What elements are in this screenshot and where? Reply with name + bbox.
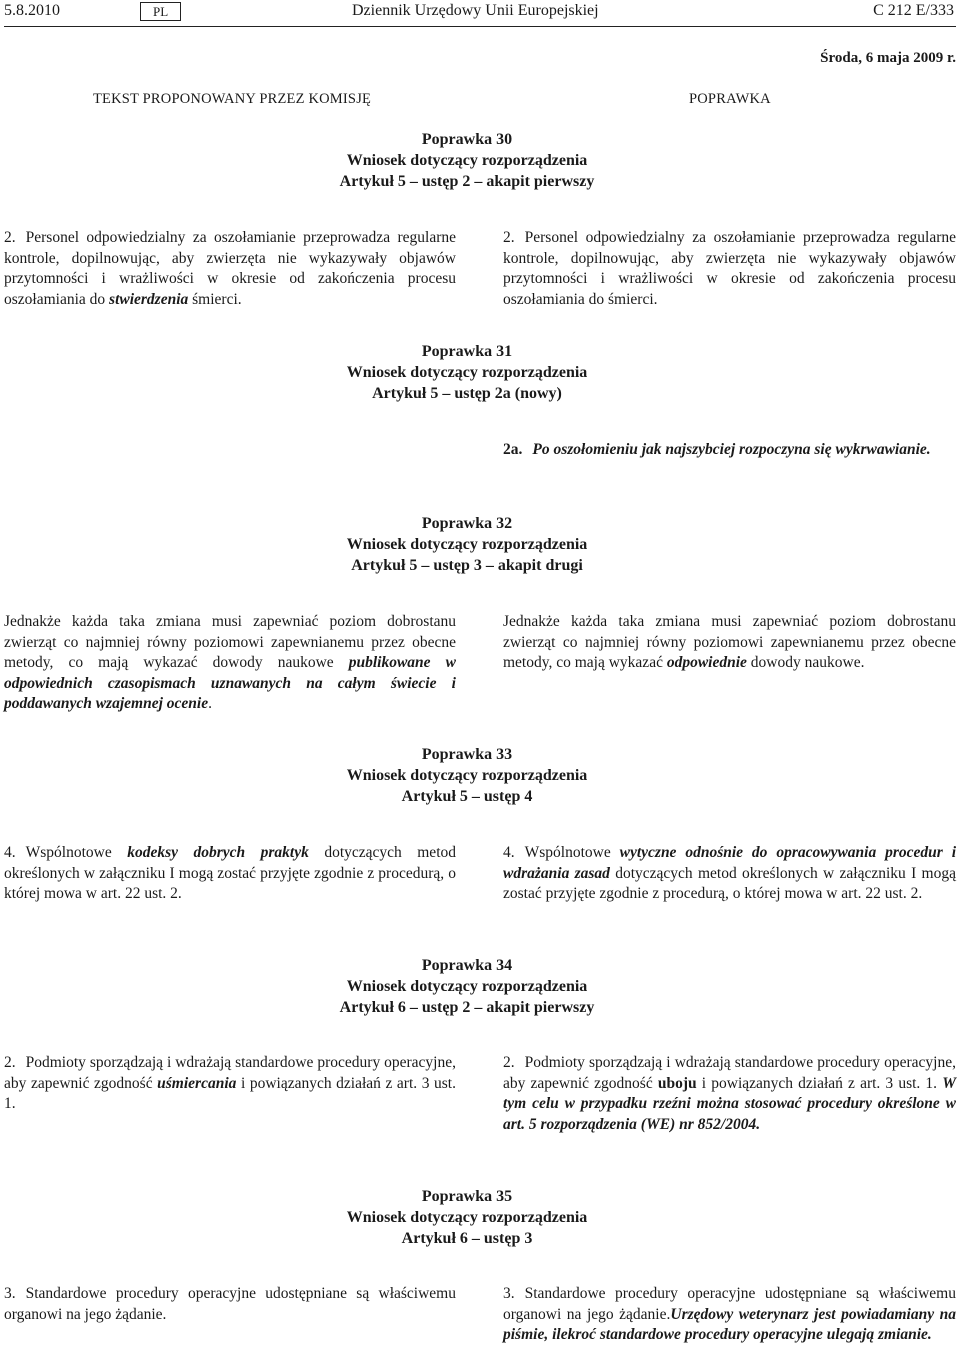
amendment-33-amended — [503, 843, 956, 905]
amendment-number: Poprawka 33 — [421, 746, 513, 763]
amendment-subject: Wniosek dotyczący rozporządzenia — [346, 536, 588, 553]
publication-date: 5.8.2010 — [4, 2, 60, 19]
language-badge: PL — [140, 2, 181, 21]
session-date: Środa, 6 maja 2009 r. — [820, 50, 956, 66]
text: Jednakże każda taka zmiana musi zapewniać poziom dobrostanu zwierząt co najmniej równy poziomowi zapewnianemu przez obecne metody, co mają wykazać dowody naukowe — [4, 613, 456, 671]
paragraph-number: 2a. — [503, 441, 523, 458]
emphasis: Urzędowy weterynarz jest powiadamiany na piśmie, ilekroć standardowe procedury operacyjne ulegają zmianie. — [503, 1305, 956, 1343]
amendment-33-heading — [0, 744, 934, 807]
amendment-article: Artykuł 5 – ustęp 4 — [401, 788, 533, 805]
amendment-31-amended — [503, 440, 956, 461]
text: dotyczących metod określonych w załączniku I mogą zostać przyjęte zgodnie z procedurą, o której mowa w art. 22 ust. 2. — [4, 844, 456, 902]
amendment-subject: Wniosek dotyczący rozporządzenia — [346, 767, 588, 784]
column-heading-commission: TEKST PROPONOWANY PRZEZ KOMISJĘ — [93, 91, 372, 107]
paragraph-number: 4. — [503, 844, 515, 861]
amendment-subject: Wniosek dotyczący rozporządzenia — [346, 152, 588, 169]
amendment-subject: Wniosek dotyczący rozporządzenia — [346, 1209, 588, 1226]
text: Podmioty sporządzają i wdrażają standardowe procedury operacyjne, aby zapewnić zgodność — [503, 1054, 956, 1092]
journal-title: Dziennik Urzędowy Unii Europejskiej — [352, 2, 599, 19]
amendment-article: Artykuł 6 – ustęp 2 – akapit pierwszy — [339, 999, 595, 1016]
emphasis: W tym celu w przypadku rzeźni można stosować procedury określone w art. 5 rozporządzenia (WE) nr 852/2004. — [503, 1074, 956, 1133]
amendment-35-amended — [503, 1284, 956, 1346]
amendment-article: Artykuł 6 – ustęp 3 — [401, 1230, 533, 1247]
amendment-article: Artykuł 5 – ustęp 2a (nowy) — [372, 385, 562, 402]
text: Jednakże każda taka zmiana musi zapewniać poziom dobrostanu zwierząt co najmniej równy poziomowi zapewnianemu przez obecne metody, co mają wykazać — [503, 613, 956, 671]
amendment-33-original — [4, 843, 456, 905]
amendment-number: Poprawka 34 — [421, 957, 513, 974]
amendment-subject: Wniosek dotyczący rozporządzenia — [346, 978, 588, 995]
amendment-number: Poprawka 35 — [421, 1188, 513, 1205]
paragraph-number: 2. — [503, 1054, 515, 1071]
amendment-35-heading — [0, 1186, 934, 1249]
paragraph-number: 4. — [4, 844, 16, 861]
amendment-subject: Wniosek dotyczący rozporządzenia — [346, 364, 588, 381]
paragraph-number: 2. — [4, 229, 16, 246]
text: . — [208, 695, 212, 712]
column-heading-amendment: POPRAWKA — [689, 91, 771, 107]
amendment-number: Poprawka 31 — [421, 343, 513, 360]
text: Standardowe procedury operacyjne udostępniane są właściwemu organowi na jego żądanie. — [4, 1285, 456, 1323]
amendment-32-amended — [503, 612, 956, 674]
text: Podmioty sporządzają i wdrażają standardowe procedury operacyjne, aby zapewnić zgodność — [4, 1054, 456, 1092]
emphasis: uśmiercania — [157, 1074, 237, 1092]
emphasis: Po oszołomieniu jak najszybciej rozpoczyna się wykrwawianie. — [532, 441, 931, 458]
text: dowody naukowe. — [746, 654, 865, 671]
amendment-32-heading — [0, 513, 934, 576]
text: Personel odpowiedzialny za oszołamianie przeprowadza regularne kontrole, dopilnowując, aby zwierzęta nie wykazywały objawów przytomności i wrażliwości w okresie od zakończenia procesu oszołamiania do śmierci. — [503, 229, 956, 308]
text: Standardowe procedury operacyjne udostępniane są właściwemu organowi na jego żądanie. — [503, 1285, 956, 1323]
emphasis: uboju — [657, 1074, 697, 1092]
text: Wspólnotowe — [524, 844, 620, 861]
text: i powiązanych działań z art. 3 ust. 1. — [4, 1074, 456, 1112]
paragraph-number: 3. — [4, 1285, 16, 1302]
page-header — [4, 2, 956, 27]
text: śmierci. — [188, 290, 242, 308]
amendment-32-original — [4, 612, 456, 715]
amendment-number: Poprawka 30 — [421, 131, 513, 148]
amendment-30-original — [4, 228, 456, 310]
amendment-article: Artykuł 5 – ustęp 2 – akapit pierwszy — [339, 173, 595, 190]
paragraph-number: 2. — [4, 1054, 16, 1071]
emphasis: odpowiednie — [666, 654, 747, 671]
emphasis: wytyczne odnośnie do opracowywania procedur i wdrażania zasad — [503, 844, 956, 882]
text: Personel odpowiedzialny za oszołamianie przeprowadza regularne kontrole, dopilnowując, aby zwierzęta nie wykazywały objawów przytomności i wrażliwości w okresie od zakończenia procesu oszołamiania do — [4, 229, 456, 308]
amendment-31-heading — [0, 341, 934, 404]
amendment-number: Poprawka 32 — [421, 515, 513, 532]
amendment-34-amended — [503, 1053, 956, 1135]
amendment-35-original — [4, 1284, 456, 1325]
text: dotyczących metod określonych w załączniku I mogą zostać przyjęte zgodnie z procedurą, o której mowa w art. 22 ust. 2. — [503, 864, 956, 902]
text: i powiązanych działań z art. 3 ust. 1. — [696, 1074, 943, 1092]
paragraph-number: 2. — [503, 229, 515, 246]
amendment-34-heading — [0, 955, 934, 1018]
amendment-30-amended — [503, 228, 956, 310]
emphasis: publikowane w odpowiednich czasopismach uznawanych na całym świecie i poddawanych wzajemnej ocenie — [4, 654, 456, 712]
emphasis: kodeksy dobrych praktyk — [127, 844, 309, 861]
paragraph-number: 3. — [503, 1285, 515, 1302]
emphasis: stwierdzenia — [109, 290, 189, 308]
amendment-article: Artykuł 5 – ustęp 3 – akapit drugi — [351, 557, 583, 574]
amendment-34-original — [4, 1053, 456, 1115]
text: Wspólnotowe — [25, 844, 128, 861]
amendment-30-heading — [0, 129, 934, 192]
journal-reference: C 212 E/333 — [873, 2, 954, 19]
